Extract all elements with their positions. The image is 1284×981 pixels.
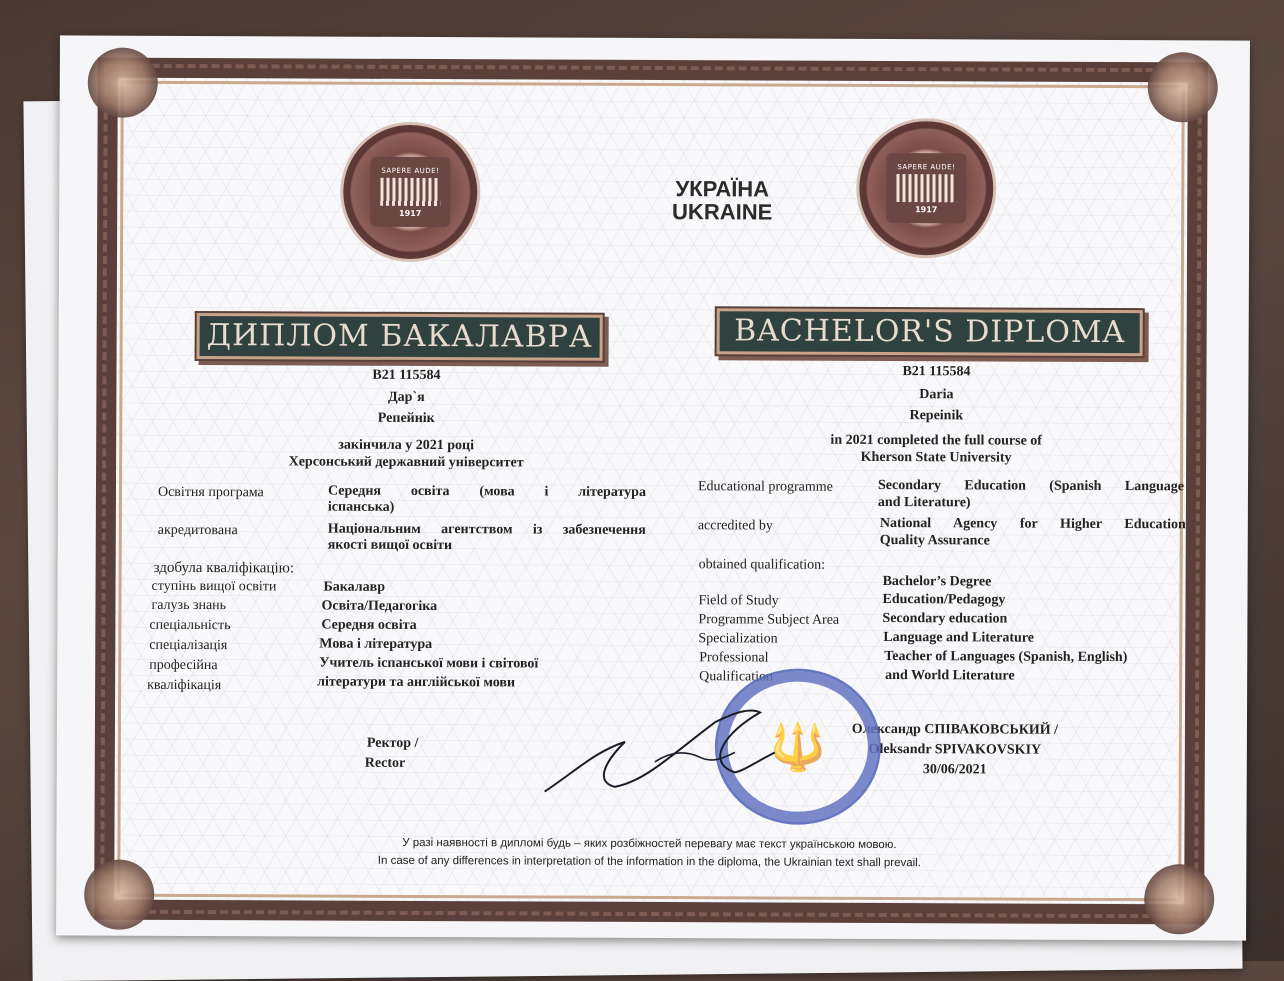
footer-note-ua: У разі наявності в дипломі будь – яких розбіжностей перевагу має текст українською мовою. [402,836,897,852]
title-banner-en: BACHELOR'S DIPLOMA [717,308,1143,356]
programme-label-en: Educational programme [697,479,833,495]
rector-name-en: Oleksandr SPIVAKOVSKIY [868,741,1042,758]
qual-label-ua: кваліфікація [147,677,222,694]
programme-value-en-2: and Literature) [877,494,971,511]
programme-value-ua: Середня освіта (мова і література [327,483,647,500]
accredited-value-ua: Національним агентством із забезпечення [327,521,646,538]
qual-value-en: Education/Pedagogy [882,592,1006,608]
qual-value-ua: Учитель іспанської мови і світової [319,655,539,672]
accredited-value-en: National Agency for Higher Education [879,515,1186,533]
corner-ornament [84,860,154,930]
programme-label-ua: Освітня програма [157,484,264,501]
rector-signature [535,691,795,802]
seal-motto: SAPERE AUDE! [897,162,956,171]
programme-value-en: Secondary Education (Spanish Language [877,477,1185,495]
qual-label-en: Specialization [698,631,778,647]
qualification-header-ua: здобула кваліфікацію: [153,559,295,577]
rector-label: Ректор / [366,735,419,751]
diploma-number-en: B21 115584 [902,364,971,380]
diploma-sheet [56,35,1250,940]
qual-label-ua: спеціалізація [149,637,228,654]
seal-building-icon [380,177,440,205]
qual-value-en: and World Literature [885,668,1015,684]
country-title [642,177,802,224]
qual-value-ua: Бакалавр [323,579,386,595]
completed-en: in 2021 completed the full course of [830,432,1043,449]
qual-label-en: Professional [699,650,769,666]
last-name-en: Repeinik [909,408,964,424]
qual-label-en: Programme Subject Area [698,612,840,628]
qual-value-ua: літератури та англійської мови [317,674,516,691]
qual-value-en: Secondary education [882,611,1008,627]
seal-year: 1917 [399,208,422,218]
seal-motto: SAPERE AUDE! [381,166,440,175]
qual-label-en: Qualification [699,669,774,685]
corner-ornament [1144,864,1214,934]
programme-value-ua-2: іспанська) [327,499,395,515]
qualification-header-en: obtained qualification: [698,557,826,573]
accredited-label-en: accredited by [697,518,773,534]
qual-label-ua: галузь знань [151,597,227,614]
completed-ua: закінчила у 2021 році [338,437,475,454]
qual-label-ua: професійна [149,657,218,674]
accredited-value-ua-2: якості вищої освіти [327,537,453,554]
qual-label-ua: ступінь вищої освіти [151,578,277,595]
accredited-value-en-2: Quality Assurance [879,532,990,549]
title-banner-ua: ДИПЛОМ БАКАЛАВРА [197,313,603,361]
first-name-en: Daria [919,387,954,403]
diploma-frame [94,58,1208,925]
qual-value-ua: Мова і література [319,636,433,653]
footer-note-en: In case of any differences in interpretation of the information in the diploma, the Ukrainian text shall prevail. [377,854,921,870]
trident-icon: 🔱 [769,719,827,774]
country-ua: УКРАЇНА [675,176,770,202]
qual-label-en: Field of Study [698,593,779,609]
qual-value-en: Language and Literature [883,630,1035,646]
accredited-label-ua: акредитована [157,522,238,539]
university-en: Kherson State University [860,449,1012,466]
diploma-number-ua: B21 115584 [372,367,441,384]
university-ua: Херсонський державний університет [288,454,524,471]
rector-label-en: Rector [364,755,406,771]
corner-ornament [1148,52,1218,122]
corner-ornament [88,48,158,118]
rector-name-ua: Олександр СПІВАКОВСЬКИЙ / [851,721,1059,738]
last-name-ua: Репейнік [377,410,435,427]
seal-year: 1917 [915,204,938,214]
qual-value-en: Teacher of Languages (Spanish, English) [884,649,1128,666]
university-seal-left [343,125,478,260]
seal-building-icon [896,174,956,202]
qual-label-ua: спеціальність [149,617,231,634]
university-seal-right [859,121,994,256]
issue-date: 30/06/2021 [922,762,987,778]
first-name-ua: Дар`я [388,389,425,406]
degree-value-en: Bachelor’s Degree [882,574,992,590]
qual-value-ua: Освіта/Педагогіка [321,598,438,615]
qual-value-ua: Середня освіта [321,617,417,633]
country-en: UKRAINE [672,199,773,225]
